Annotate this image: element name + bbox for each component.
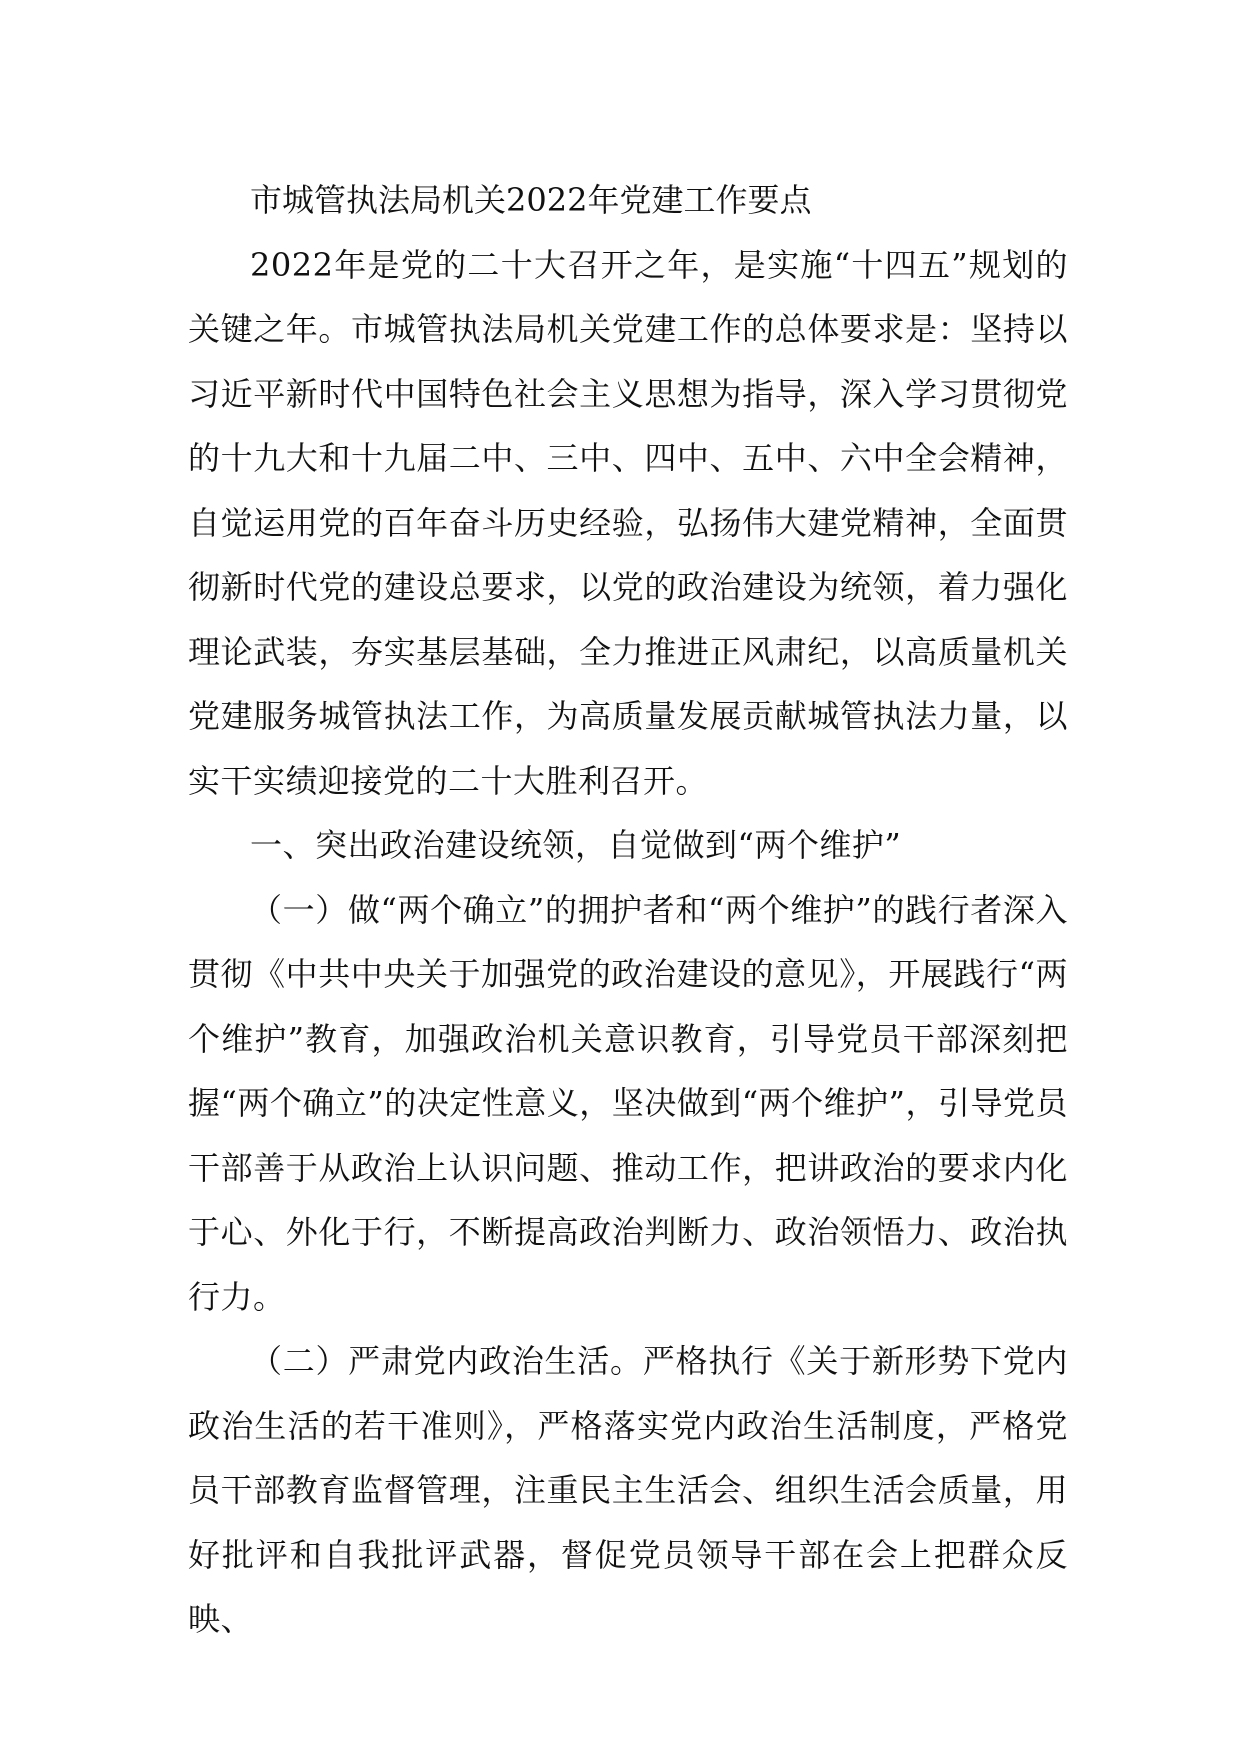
section-heading-1: 一、突出政治建设统领，自觉做到“两个维护” bbox=[250, 826, 902, 864]
section-item-1: （一）做“两个确立”的拥护者和“两个维护”的践行者深入贯彻《中共中央关于加强党的政治建设的意见》，开展践行“两个维护”教育，加强政治机关意识教育，引导党员干部深刻把握“两个确立”的决定性意义，坚决做到“两个维护”，引导党员干部善于从政治上认识问题、推动工作，把讲政治的要求内化于心、外化于行，不断提高政治判断力、政治领悟力、政治执行力。 bbox=[188, 890, 1068, 1316]
document-page bbox=[188, 168, 1068, 1652]
document-title: 市城管执法局机关2022年党建工作要点 bbox=[250, 181, 812, 219]
section-item-2: （二）严肃党内政治生活。严格执行《关于新形势下党内政治生活的若干准则》，严格落实党内政治生活制度，严格党员干部教育监督管理，注重民主生活会、组织生活会质量，用好批评和自我批评武器，督促党员领导干部在会上把群众反映、 bbox=[188, 1342, 1068, 1638]
intro-paragraph: 2022年是党的二十大召开之年，是实施“十四五”规划的关键之年。市城管执法局机关党建工作的总体要求是：坚持以习近平新时代中国特色社会主义思想为指导，深入学习贯彻党的十九大和十九届二中、三中、四中、五中、六中全会精神，自觉运用党的百年奋斗历史经验，弘扬伟大建党精神，全面贯彻新时代党的建设总要求，以党的政治建设为统领，着力强化理论武装，夯实基层基础，全力推进正风肃纪，以高质量机关党建服务城管执法工作，为高质量发展贡献城管执法力量，以实干实绩迎接党的二十大胜利召开。 bbox=[188, 245, 1068, 800]
